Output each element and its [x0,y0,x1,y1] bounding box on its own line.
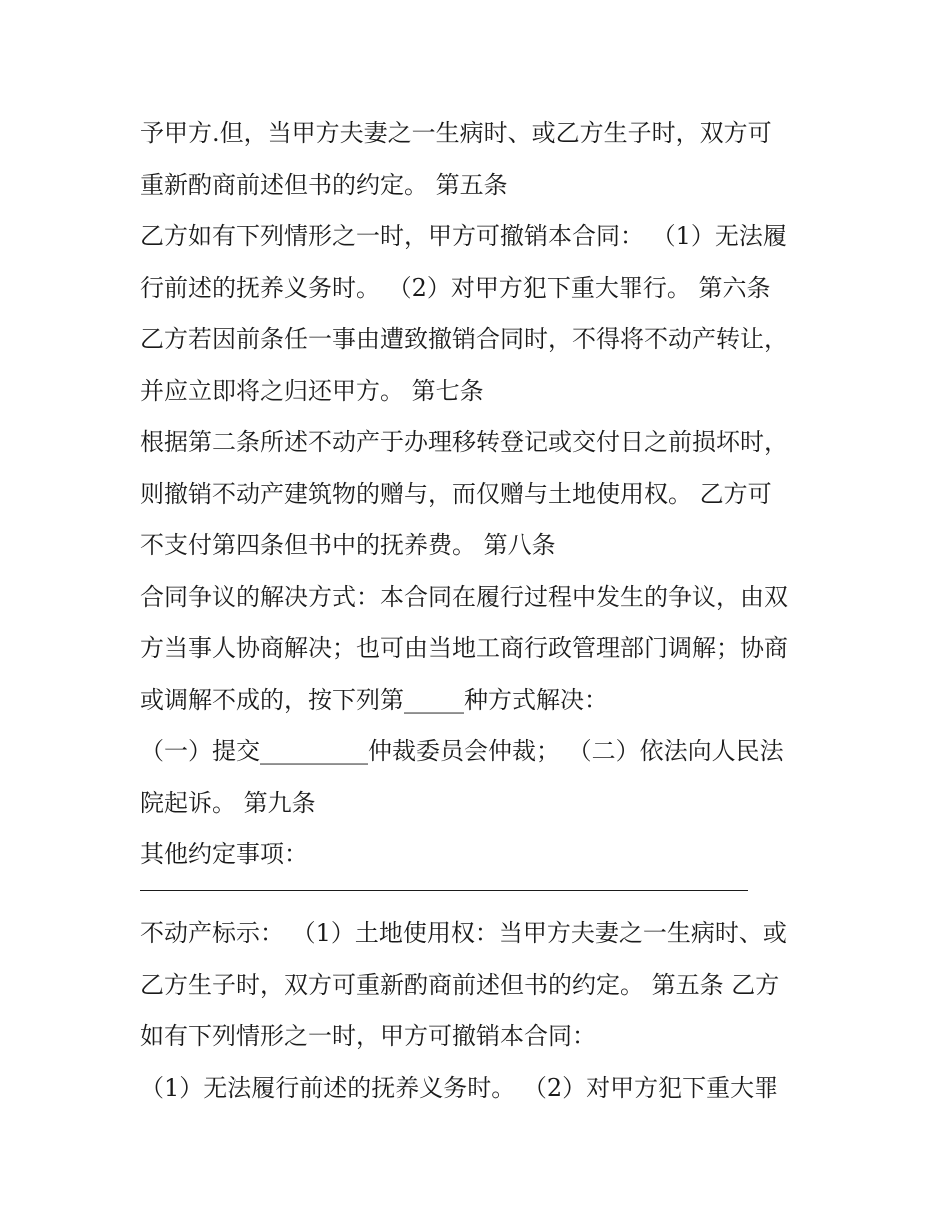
body-line: 乙方若因前条任一事由遭致撤销合同时，不得将不动产转让， [140,325,788,353]
body-line: 则撤销不动产建筑物的赠与，而仅赠与土地使用权。 乙方可 [140,479,772,508]
body-line: （一）提交_________仲裁委员会仲裁； （二）依法向人民法 [140,737,784,765]
body-line: 不支付第四条但书中的抚养费。 第八条 [140,531,556,559]
contract-body-lower [140,908,840,1114]
body-line: 根据第二条所述不动产于办理移转登记或交付日之前损坏时， [140,428,788,456]
body-line: 合同争议的解决方式：本合同在履行过程中发生的争议，由双 [140,582,788,611]
body-line: 如有下列情形之一时，甲方可撤销本合同： [140,1022,596,1050]
fill-in-blank-line [140,890,748,891]
body-line: 其他约定事项： [140,840,308,868]
body-line: 乙方生子时，双方可重新酌商前述但书的约定。 第五条 乙方 [140,970,780,999]
body-line: 重新酌商前述但书的约定。 第五条 [140,170,508,199]
body-line: 方当事人协商解决；也可由当地工商行政管理部门调解；协商 [140,634,788,662]
body-line: 并应立即将之归还甲方。 第七条 [140,376,484,405]
contract-body-upper [140,108,840,881]
body-line: 乙方如有下列情形之一时，甲方可撤销本合同： （1）无法履 [140,222,787,250]
body-line: 院起诉。 第九条 [140,788,316,817]
body-line: 行前述的抚养义务时。 （2）对甲方犯下重大罪行。 第六条 [140,273,771,302]
body-line: （1）无法履行前述的抚养义务时。 （2）对甲方犯下重大罪 [140,1073,779,1102]
body-line: 或调解不成的，按下列第_____种方式解决： [140,685,608,714]
body-line: 不动产标示： （1）土地使用权：当甲方夫妻之一生病时、或 [140,919,787,947]
body-line: 予甲方.但，当甲方夫妻之一生病时、或乙方生子时，双方可 [140,119,772,147]
